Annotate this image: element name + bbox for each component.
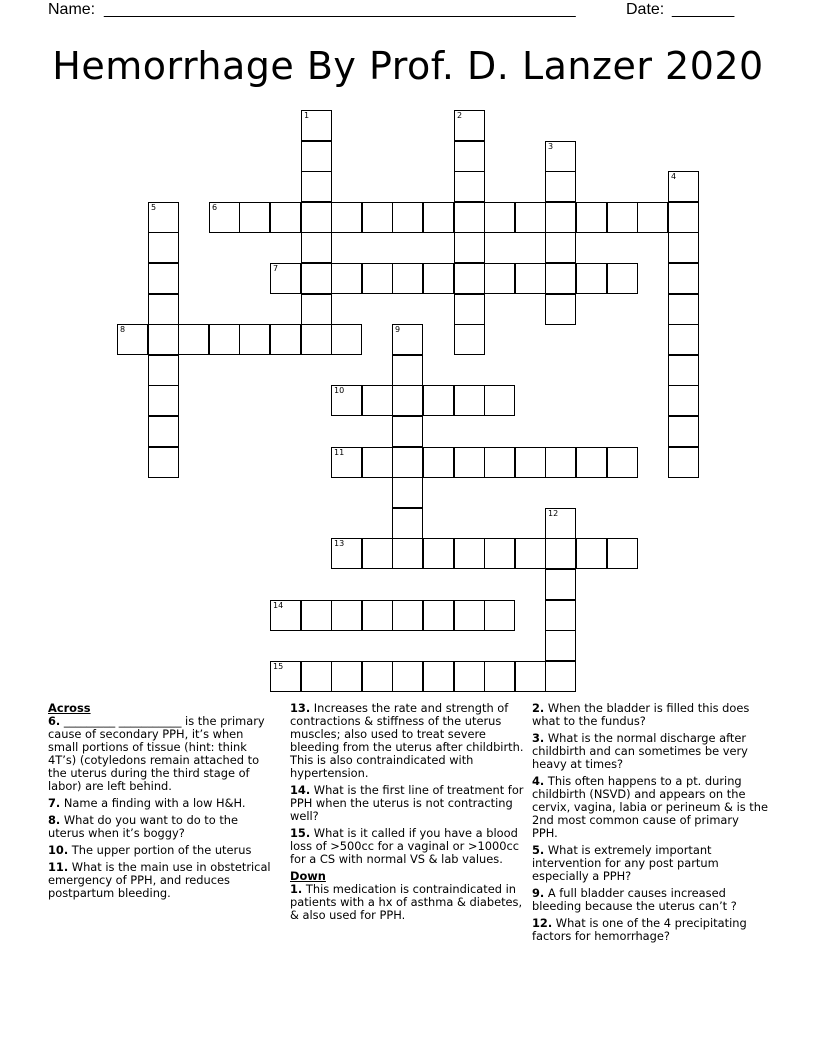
crossword-cell[interactable] [545,569,576,600]
clue-across-14 [290,784,526,823]
clue-number: 8. [48,813,61,827]
clue-number: 12. [532,916,553,930]
clues-column-2 [290,702,526,926]
cell-number: 6 [212,203,218,212]
crossword-cell[interactable] [668,447,699,478]
cell-number: 9 [395,325,401,334]
clue-number: 2. [532,701,545,715]
crossword-cell[interactable] [545,538,576,569]
clue-text: What is the normal discharge after childbirth and can sometimes be very heavy at times? [532,731,748,771]
crossword-cell[interactable] [423,538,454,569]
crossword-cell[interactable] [301,202,332,233]
crossword-cell[interactable] [239,324,270,355]
cell-number: 4 [671,172,677,181]
clue-number: 1. [290,882,303,896]
crossword-cell[interactable] [515,447,546,478]
crossword-cell[interactable] [301,141,332,172]
crossword-cell[interactable] [607,538,638,569]
clue-text: When the bladder is filled this does what to the fundus? [532,701,750,728]
crossword-cell[interactable] [392,202,423,233]
clue-number: 7. [48,796,61,810]
crossword-cell[interactable] [668,294,699,325]
crossword-cell[interactable] [515,202,546,233]
crossword-cell[interactable] [668,385,699,416]
crossword-cell[interactable] [362,385,393,416]
crossword-cell[interactable] [148,232,179,263]
clue-number: 3. [532,731,545,745]
clue-across-13 [290,702,526,780]
name-field[interactable]: _____________________________________________________ [104,1,576,18]
cell-number: 5 [151,203,157,212]
crossword-cell[interactable] [392,324,423,355]
clue-across-15 [290,827,526,866]
crossword-cell[interactable] [270,600,301,631]
cell-number: 3 [548,142,554,151]
clue-text: Name a finding with a low H&H. [60,796,246,810]
clue-down-2 [532,702,768,728]
crossword-cell[interactable] [545,294,576,325]
clues-column-3 [532,702,768,947]
across-heading: Across [48,701,91,715]
crossword-cell[interactable] [423,385,454,416]
crossword-cell[interactable] [331,661,362,692]
crossword-cell[interactable] [362,538,393,569]
crossword-cell[interactable] [545,447,576,478]
crossword-cell[interactable] [515,538,546,569]
crossword-cell[interactable] [239,202,270,233]
crossword-cell[interactable] [423,263,454,294]
clue-text: The upper portion of the uterus [68,843,252,857]
crossword-cell[interactable] [392,263,423,294]
crossword-cell[interactable] [545,661,576,692]
crossword-cell[interactable] [545,171,576,202]
crossword-cell[interactable] [454,600,485,631]
crossword-cell[interactable] [576,263,607,294]
cell-number: 15 [273,662,284,671]
cell-number: 14 [273,601,284,610]
clue-down-12 [532,917,768,943]
crossword-cell[interactable] [454,232,485,263]
crossword-cell[interactable] [148,294,179,325]
crossword-cell[interactable] [484,263,515,294]
crossword-cell[interactable] [270,661,301,692]
clue-across-7 [48,797,272,810]
crossword-cell[interactable] [331,447,362,478]
crossword-cell[interactable] [392,447,423,478]
crossword-cell[interactable] [545,508,576,539]
clue-down-1 [290,883,526,922]
crossword-cell[interactable] [392,416,423,447]
crossword-cell[interactable] [301,110,332,141]
crossword-cell[interactable] [209,324,240,355]
crossword-cell[interactable] [331,538,362,569]
cell-number: 7 [273,264,279,273]
clue-text: What is one of the 4 precipitating factors for hemorrhage? [532,916,747,943]
crossword-cell[interactable] [484,385,515,416]
clue-number: 4. [532,774,545,788]
crossword-cell[interactable] [331,202,362,233]
crossword-cell[interactable] [392,477,423,508]
cell-number: 12 [548,509,559,518]
crossword-cell[interactable] [362,661,393,692]
crossword-cell[interactable] [454,141,485,172]
clue-across-10 [48,844,272,857]
crossword-cell[interactable] [637,202,668,233]
crossword-cell[interactable] [148,447,179,478]
crossword-cell[interactable] [301,263,332,294]
crossword-cell[interactable] [454,110,485,141]
crossword-cell[interactable] [668,324,699,355]
crossword-cell[interactable] [362,600,393,631]
crossword-cell[interactable] [576,202,607,233]
crossword-cell[interactable] [301,600,332,631]
crossword-cell[interactable] [392,385,423,416]
crossword-cell[interactable] [148,324,179,355]
crossword-cell[interactable] [148,385,179,416]
crossword-cell[interactable] [454,171,485,202]
cell-number: 13 [334,539,345,548]
crossword-cell[interactable] [454,661,485,692]
crossword-cell[interactable] [270,324,301,355]
crossword-cell[interactable] [484,447,515,478]
crossword-cell[interactable] [484,538,515,569]
crossword-cell[interactable] [454,294,485,325]
page-title: Hemorrhage By Prof. D. Lanzer 2020 [52,44,764,88]
date-label: Date: [626,1,665,18]
crossword-cell[interactable] [362,263,393,294]
crossword-cell[interactable] [668,171,699,202]
cell-number: 2 [457,111,463,120]
clues-column-1 [48,702,272,904]
cell-number: 8 [120,325,126,334]
crossword-cell[interactable] [148,263,179,294]
date-field[interactable]: _______ [672,1,735,18]
crossword-cell[interactable] [270,263,301,294]
crossword-cell[interactable] [454,263,485,294]
crossword-cell[interactable] [484,600,515,631]
crossword-cell[interactable] [668,263,699,294]
crossword-cell[interactable] [117,324,148,355]
crossword-cell[interactable] [607,263,638,294]
clue-number: 14. [290,783,311,797]
crossword-cell[interactable] [668,355,699,386]
clue-number: 10. [48,843,69,857]
clue-number: 13. [290,701,311,715]
clue-number: 5. [532,843,545,857]
clue-text: What is the first line of treatment for PPH when the uterus is not contracting well? [290,783,524,823]
crossword-cell[interactable] [301,171,332,202]
crossword-cell[interactable] [331,324,362,355]
crossword-cell[interactable] [454,324,485,355]
crossword-cell[interactable] [454,447,485,478]
crossword-cell[interactable] [423,661,454,692]
crossword-cell[interactable] [301,232,332,263]
clue-text: _________ ___________ is the primary cause of secondary PPH, it’s when small portions of tissue (hint: think 4T’s) (cotyledons remain attached to the uterus during the third stage of labor) are left behind. [48,714,265,793]
clue-down-3 [532,732,768,771]
crossword-cell[interactable] [515,263,546,294]
crossword-cell[interactable] [484,202,515,233]
crossword-cell[interactable] [209,202,240,233]
clue-across-6 [48,715,272,793]
clue-down-5 [532,844,768,883]
crossword-cell[interactable] [454,385,485,416]
crossword-cell[interactable] [301,661,332,692]
clue-text: A full bladder causes increased bleeding because the uterus can’t ? [532,886,737,913]
crossword-cell[interactable] [668,202,699,233]
crossword-cell[interactable] [576,538,607,569]
crossword-cell[interactable] [392,538,423,569]
crossword-cell[interactable] [331,263,362,294]
clue-text: This often happens to a pt. during childbirth (NSVD) and appears on the cervix, vagina, labia or perineum & is the 2nd most common cause of primary PPH. [532,774,768,840]
crossword-cell[interactable] [148,202,179,233]
crossword-cell[interactable] [545,600,576,631]
crossword-cell[interactable] [148,355,179,386]
crossword-cell[interactable] [545,232,576,263]
crossword-cell[interactable] [362,202,393,233]
clue-down-9 [532,887,768,913]
crossword-cell[interactable] [392,508,423,539]
clue-number: 15. [290,826,311,840]
crossword-cell[interactable] [668,416,699,447]
cell-number: 10 [334,386,345,395]
crossword-cell[interactable] [545,141,576,172]
crossword-cell[interactable] [331,600,362,631]
name-label: Name: [48,1,96,18]
crossword-cell[interactable] [392,600,423,631]
cell-number: 11 [334,448,345,457]
clue-text: What is the main use in obstetrical emergency of PPH, and reduces postpartum bleeding. [48,860,271,900]
clue-text: This medication is contraindicated in patients with a hx of asthma & diabetes, & also used for PPH. [290,882,523,922]
crossword-cell[interactable] [515,661,546,692]
crossword-cell[interactable] [392,355,423,386]
crossword-cell[interactable] [668,232,699,263]
down-heading: Down [290,869,326,883]
clue-text: What is extremely important intervention for any post partum especially a PPH? [532,843,719,883]
clue-number: 6. [48,714,61,728]
cell-number: 1 [304,111,310,120]
crossword-cell[interactable] [545,630,576,661]
crossword-cell[interactable] [331,385,362,416]
crossword-cell[interactable] [454,202,485,233]
crossword-cell[interactable] [484,661,515,692]
crossword-cell[interactable] [545,263,576,294]
crossword-cell[interactable] [545,202,576,233]
crossword-cell[interactable] [423,600,454,631]
crossword-cell[interactable] [392,661,423,692]
crossword-cell[interactable] [607,202,638,233]
crossword-cell[interactable] [362,447,393,478]
clue-text: Increases the rate and strength of contractions & stiffness of the uterus muscles; also used to treat severe bleeding from the uterus after childbirth. This is also contraindicated with hypertension. [290,701,524,780]
crossword-cell[interactable] [301,294,332,325]
crossword-cell[interactable] [301,324,332,355]
clue-text: What is it called if you have a blood loss of >500cc for a vaginal or >1000cc for a CS with normal VS & lab values. [290,826,519,866]
crossword-cell[interactable] [607,447,638,478]
crossword-cell[interactable] [454,538,485,569]
crossword-cell[interactable] [423,447,454,478]
clue-across-11 [48,861,272,900]
crossword-cell[interactable] [270,202,301,233]
crossword-cell[interactable] [423,202,454,233]
crossword-cell[interactable] [178,324,209,355]
crossword-cell[interactable] [576,447,607,478]
crossword-cell[interactable] [148,416,179,447]
clue-across-8 [48,814,272,840]
clue-number: 9. [532,886,545,900]
clue-text: What do you want to do to the uterus when it’s boggy? [48,813,239,840]
clue-down-4 [532,775,768,840]
clue-number: 11. [48,860,69,874]
